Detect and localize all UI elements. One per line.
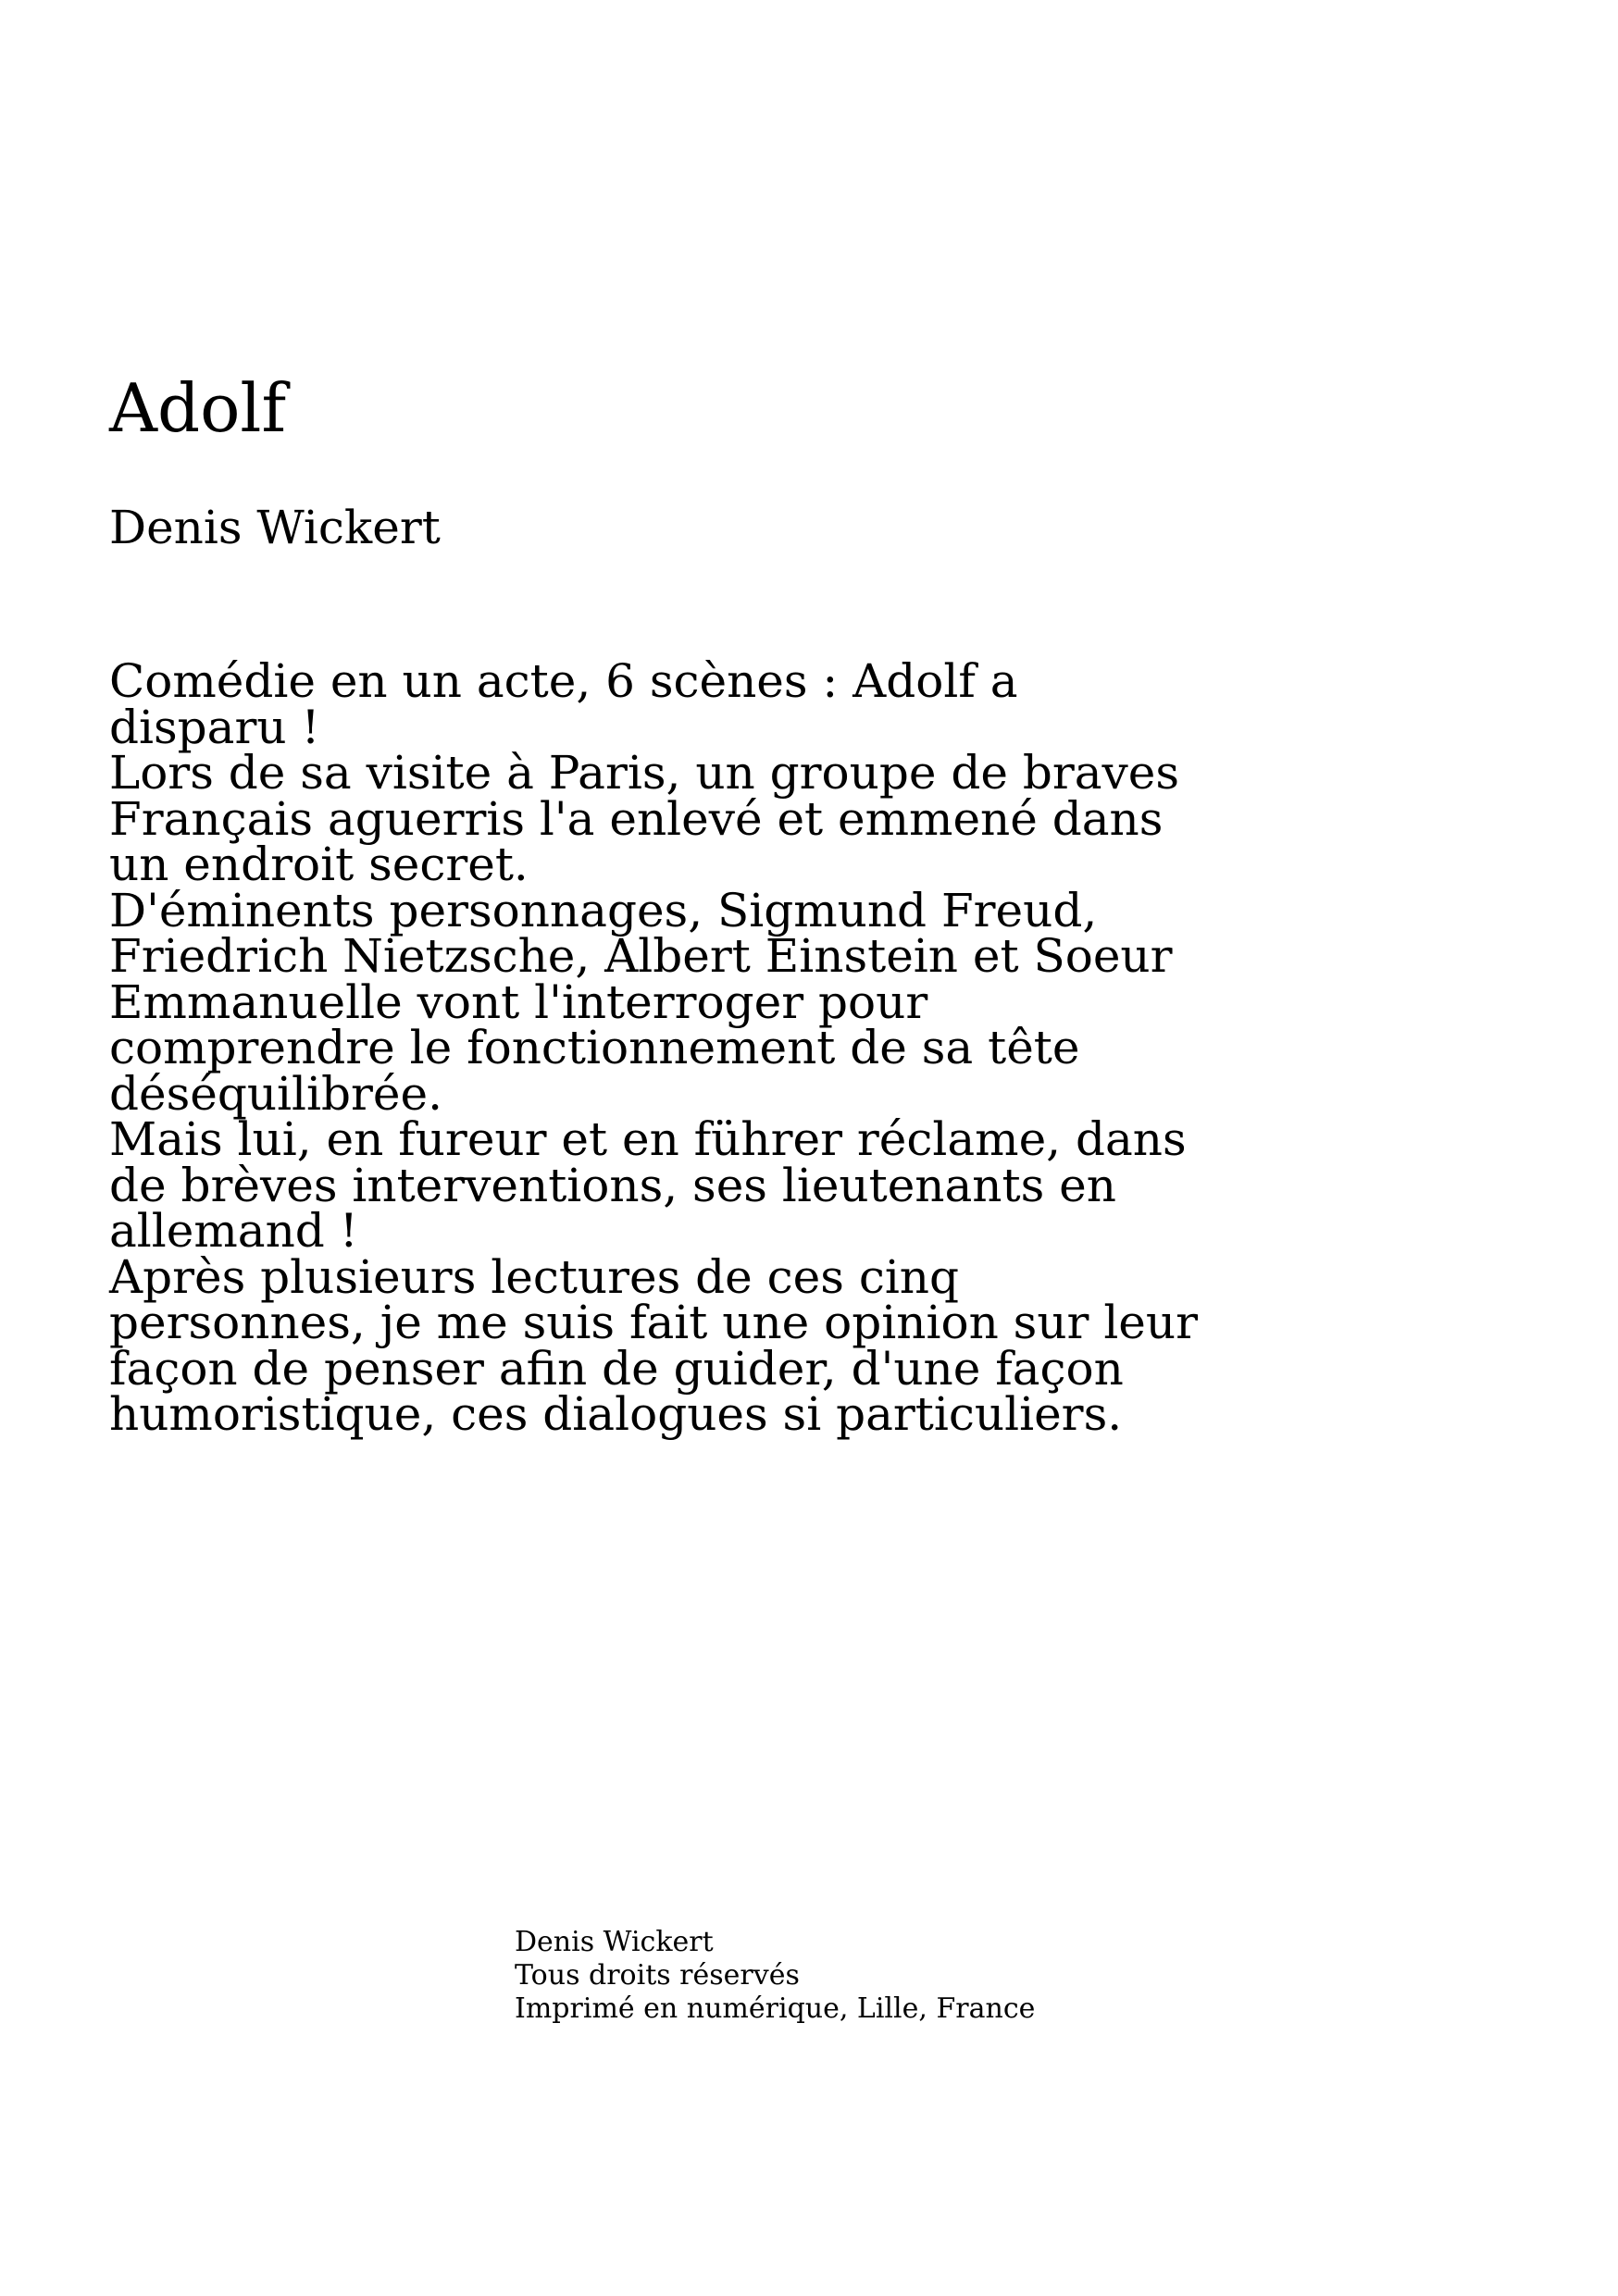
synopsis-line: D'éminents personnages, Sigmund Freud, xyxy=(109,883,1098,937)
imprint-author: Denis Wickert xyxy=(515,1926,714,1958)
synopsis-line: Emmanuelle vont l'interroger pour xyxy=(109,974,928,1029)
synopsis-line: Mais lui, en fureur et en führer réclame, dans xyxy=(109,1112,1187,1166)
synopsis-line: un endroit secret. xyxy=(109,838,529,891)
synopsis-line: allemand ! xyxy=(109,1204,358,1258)
synopsis-line: Comédie en un acte, 6 scènes : Adolf a xyxy=(109,654,1018,708)
synopsis-line: humoristique, ces dialogues si particuliers. xyxy=(109,1387,1123,1441)
synopsis-line: Français aguerris l'a enlevé et emmené dans xyxy=(109,791,1164,846)
synopsis-line: personnes, je me suis fait une opinion sur leur xyxy=(109,1296,1199,1349)
synopsis-line: Après plusieurs lectures de ces cinq xyxy=(109,1249,960,1304)
synopsis-line: Lors de sa visite à Paris, un groupe de braves xyxy=(109,746,1180,800)
imprint-printed: Imprimé en numérique, Lille, France xyxy=(515,1992,1036,2025)
synopsis-line: façon de penser afin de guider, d'une façon xyxy=(109,1341,1124,1396)
synopsis-line: déséquilibrée. xyxy=(109,1066,443,1121)
book-title: Adolf xyxy=(109,369,287,447)
synopsis-line: Friedrich Nietzsche, Albert Einstein et Soeur xyxy=(109,929,1173,983)
author-name: Denis Wickert xyxy=(109,501,441,554)
synopsis-line: de brèves interventions, ses lieutenants en xyxy=(109,1158,1116,1212)
imprint-block xyxy=(515,1926,1035,2026)
imprint-rights: Tous droits réservés xyxy=(515,1959,800,1992)
synopsis-line: disparu ! xyxy=(109,700,320,754)
synopsis-paragraph xyxy=(109,654,1313,1441)
synopsis-line: comprendre le fonctionnement de sa tête xyxy=(109,1021,1080,1074)
